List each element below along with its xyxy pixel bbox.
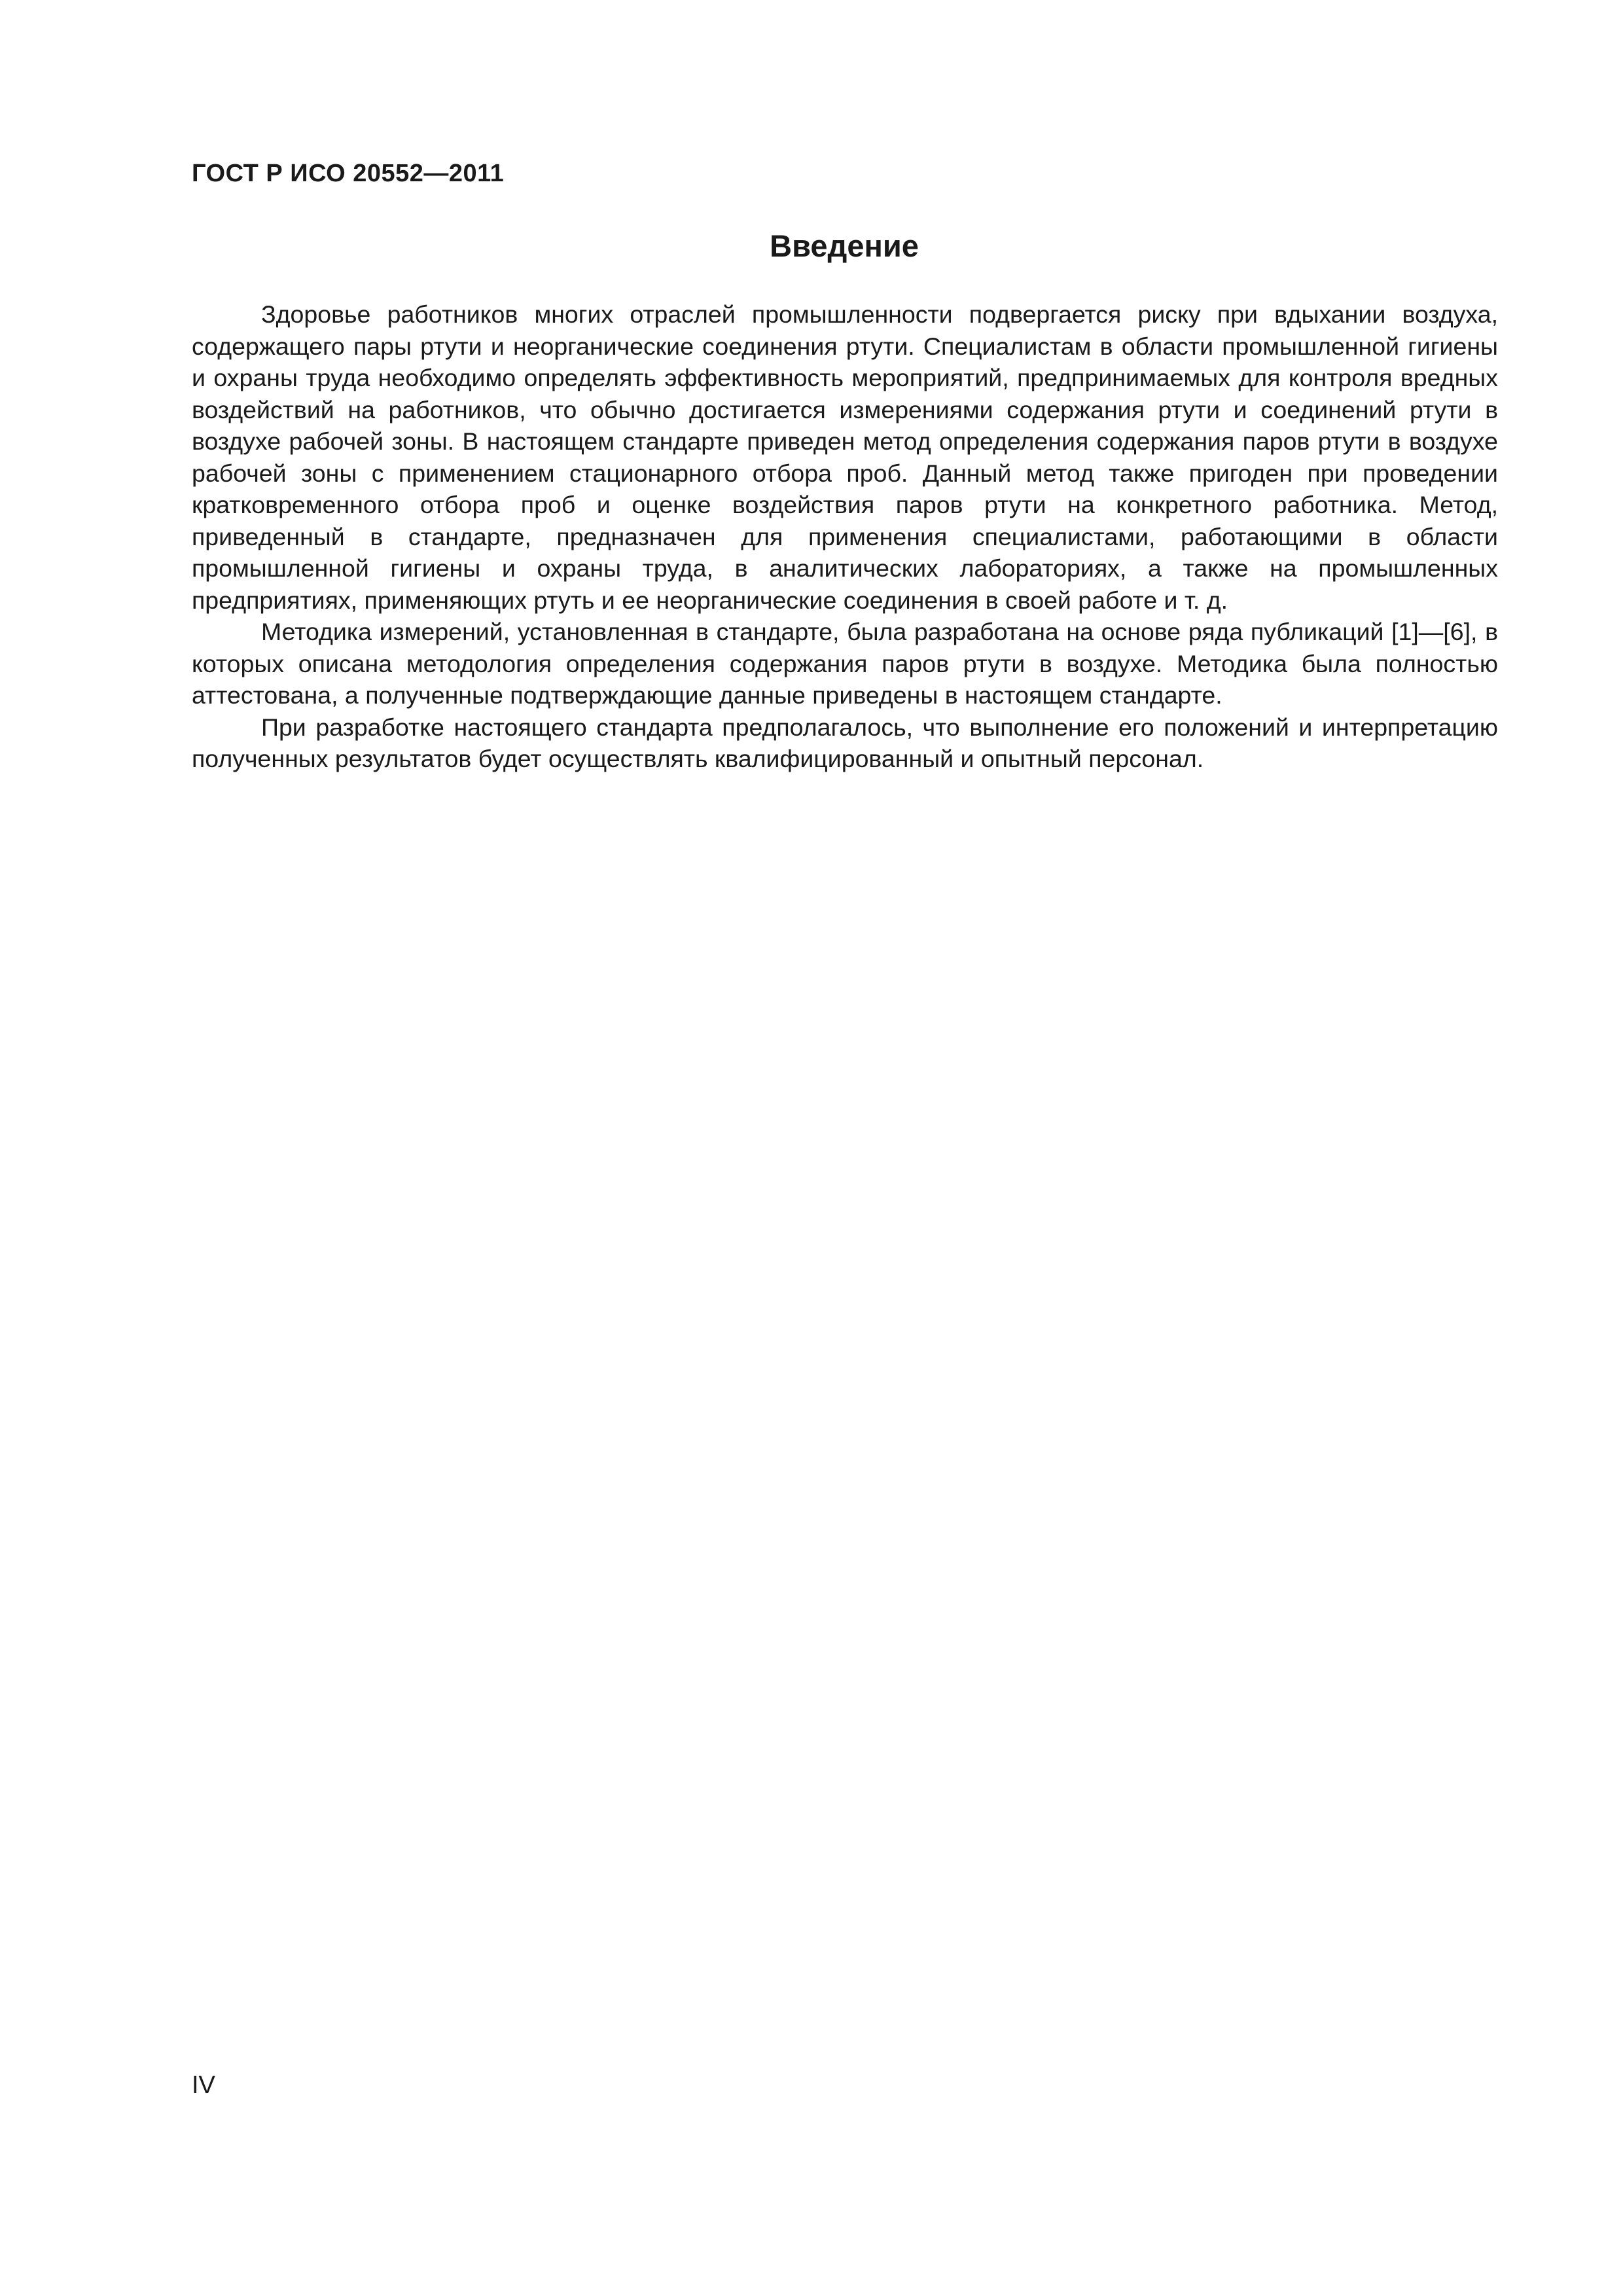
document-body [192, 298, 1498, 775]
paragraph: Здоровье работников многих отраслей промышленности подвергается риску при вдыхании воздуха, содержащего пары ртути и неорганические соединения ртути. Специалистам в области промышленной гигиены и охраны труда необходимо определять эффективность мероприятий, предпринимаемых для контроля вредных воздействий на работников, что обычно достигается измерениями содержания ртути и соединений ртути в воздухе рабочей зоны. В настоящем стандарте приведен метод определения содержания паров ртути в воздухе рабочей зоны с применением стационарного отбора проб. Данный метод также пригоден при проведении кратковременного отбора проб и оценке воздействия паров ртути на конкретного работника. Метод, приведенный в стандарте, предназначен для применения специалистами, работающими в области промышленной гигиены и охраны труда, в аналитических лабораториях, а также на промышленных предприятиях, применяющих ртуть и ее неорганические соединения в своей работе и т. д. [192, 300, 1498, 614]
document-header: ГОСТ Р ИСО 20552—2011 [192, 160, 505, 187]
section-title: Введение [770, 228, 919, 263]
page-number: IV [192, 2072, 215, 2099]
paragraph: При разработке настоящего стандарта предполагалось, что выполнение его положений и интерпретацию полученных результатов будет осуществлять квалифицированный и опытный персонал. [192, 713, 1498, 772]
paragraph: Методика измерений, установленная в стандарте, была разработана на основе ряда публикаций [1]—[6], в которых описана методология определения содержания паров ртути в воздухе. Методика была полностью аттестована, а полученные подтверждающие данные приведены в настоящем стандарте. [192, 618, 1498, 709]
